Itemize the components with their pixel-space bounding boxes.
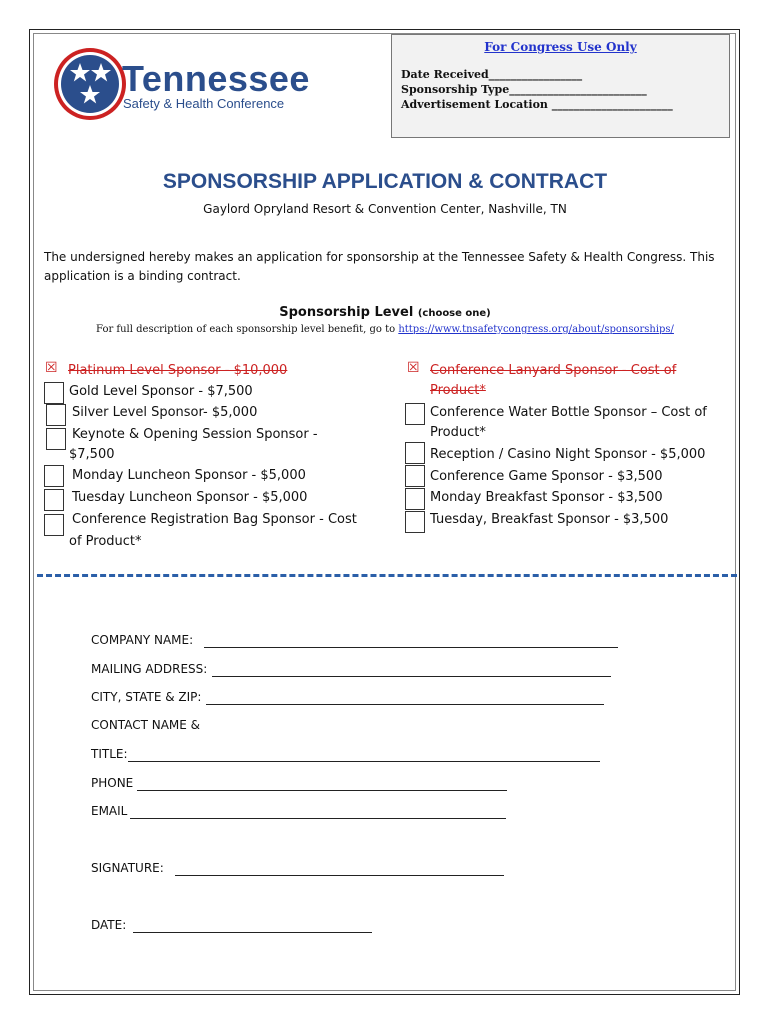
option-lanyard: Conference Lanyard Sponsor - Cost of (430, 363, 677, 378)
sponsorship-type-line: Sponsorship Type_________________________ (401, 83, 647, 96)
sponsorship-level-heading (0, 305, 770, 320)
checkbox-tuesday-breakfast[interactable] (405, 511, 425, 533)
intro-paragraph: The undersigned hereby makes an application for sponsorship at the Tennessee Safety & Health Congress. This application is a binding contract. (44, 250, 715, 283)
option-monday-breakfast: Monday Breakfast Sponsor - $3,500 (430, 490, 663, 505)
contact-title-field[interactable] (128, 761, 600, 762)
date-field[interactable] (133, 932, 372, 933)
company-name-field[interactable] (204, 647, 618, 648)
checkbox-silver[interactable] (46, 404, 66, 426)
date-label: DATE: (91, 918, 127, 932)
date-received-line: Date Received_________________ (401, 68, 583, 81)
crossed-checkbox-icon: ☒ (407, 360, 420, 376)
option-water-bottle-cost: Product* (430, 425, 486, 440)
sponsorships-link[interactable]: https://www.tnsafetycongress.org/about/sponsorships/ (398, 324, 674, 335)
office-use-title: For Congress Use Only (484, 40, 637, 54)
page-title: SPONSORSHIP APPLICATION & CONTRACT (162, 170, 608, 193)
checkbox-water-bottle[interactable] (405, 403, 425, 425)
city-state-zip-field[interactable] (206, 704, 604, 705)
option-water-bottle: Conference Water Bottle Sponsor – Cost of (430, 405, 707, 420)
checkbox-keynote[interactable] (46, 428, 66, 450)
option-keynote-price: $7,500 (69, 447, 115, 462)
sponsorship-level-label: Sponsorship Level (279, 305, 414, 320)
signature-label: SIGNATURE: (91, 861, 164, 875)
contact-name-label: CONTACT NAME & (91, 718, 201, 732)
checkbox-reception[interactable] (405, 442, 425, 464)
checkbox-gold[interactable] (44, 382, 64, 404)
checkbox-monday-breakfast[interactable] (405, 488, 425, 510)
option-registration-bag: Conference Registration Bag Sponsor - Cost (72, 512, 357, 527)
mailing-address-label: MAILING ADDRESS: (91, 662, 208, 676)
checkbox-game[interactable] (405, 465, 425, 487)
phone-field[interactable] (137, 790, 507, 791)
advertisement-location-line: Advertisement Location ______________________ (401, 98, 673, 111)
email-label: EMAIL (91, 804, 128, 818)
section-divider (37, 574, 737, 577)
email-field[interactable] (130, 818, 506, 819)
phone-label: PHONE (91, 776, 134, 790)
checkbox-tuesday-luncheon[interactable] (44, 489, 64, 511)
logo-title: Tennessee (122, 58, 310, 99)
option-registration-bag-cost: of Product* (69, 534, 142, 549)
sponsorship-description-text: For full description of each sponsorship level benefit, go to (96, 324, 399, 335)
crossed-checkbox-icon: ☒ (45, 360, 58, 376)
option-monday-luncheon: Monday Luncheon Sponsor - $5,000 (72, 468, 306, 483)
mailing-address-field[interactable] (212, 676, 611, 677)
title-label: TITLE: (91, 747, 128, 761)
option-tuesday-luncheon: Tuesday Luncheon Sponsor - $5,000 (72, 490, 308, 505)
option-game: Conference Game Sponsor - $3,500 (430, 469, 663, 484)
option-keynote: Keynote & Opening Session Sponsor - (72, 427, 318, 442)
city-state-zip-label: CITY, STATE & ZIP: (91, 690, 202, 704)
checkbox-registration-bag[interactable] (44, 514, 64, 536)
option-tuesday-breakfast: Tuesday, Breakfast Sponsor - $3,500 (430, 512, 669, 527)
signature-field[interactable] (175, 875, 504, 876)
company-name-label: COMPANY NAME: (91, 633, 194, 647)
option-silver: Silver Level Sponsor- $5,000 (72, 405, 258, 420)
sponsorship-description (0, 324, 770, 335)
option-gold: Gold Level Sponsor - $7,500 (69, 384, 253, 399)
checkbox-monday-luncheon[interactable] (44, 465, 64, 487)
choose-one-note: (choose one) (417, 308, 491, 319)
option-reception: Reception / Casino Night Sponsor - $5,000 (430, 447, 706, 462)
option-lanyard-cost: Product* (430, 383, 486, 398)
logo-tagline: Safety & Health Conference (123, 96, 285, 111)
office-use-box (391, 34, 730, 138)
option-platinum: Platinum Level Sponsor - $10,000 (68, 363, 288, 378)
venue-subtitle: Gaylord Opryland Resort & Convention Center, Nashville, TN (203, 202, 567, 216)
